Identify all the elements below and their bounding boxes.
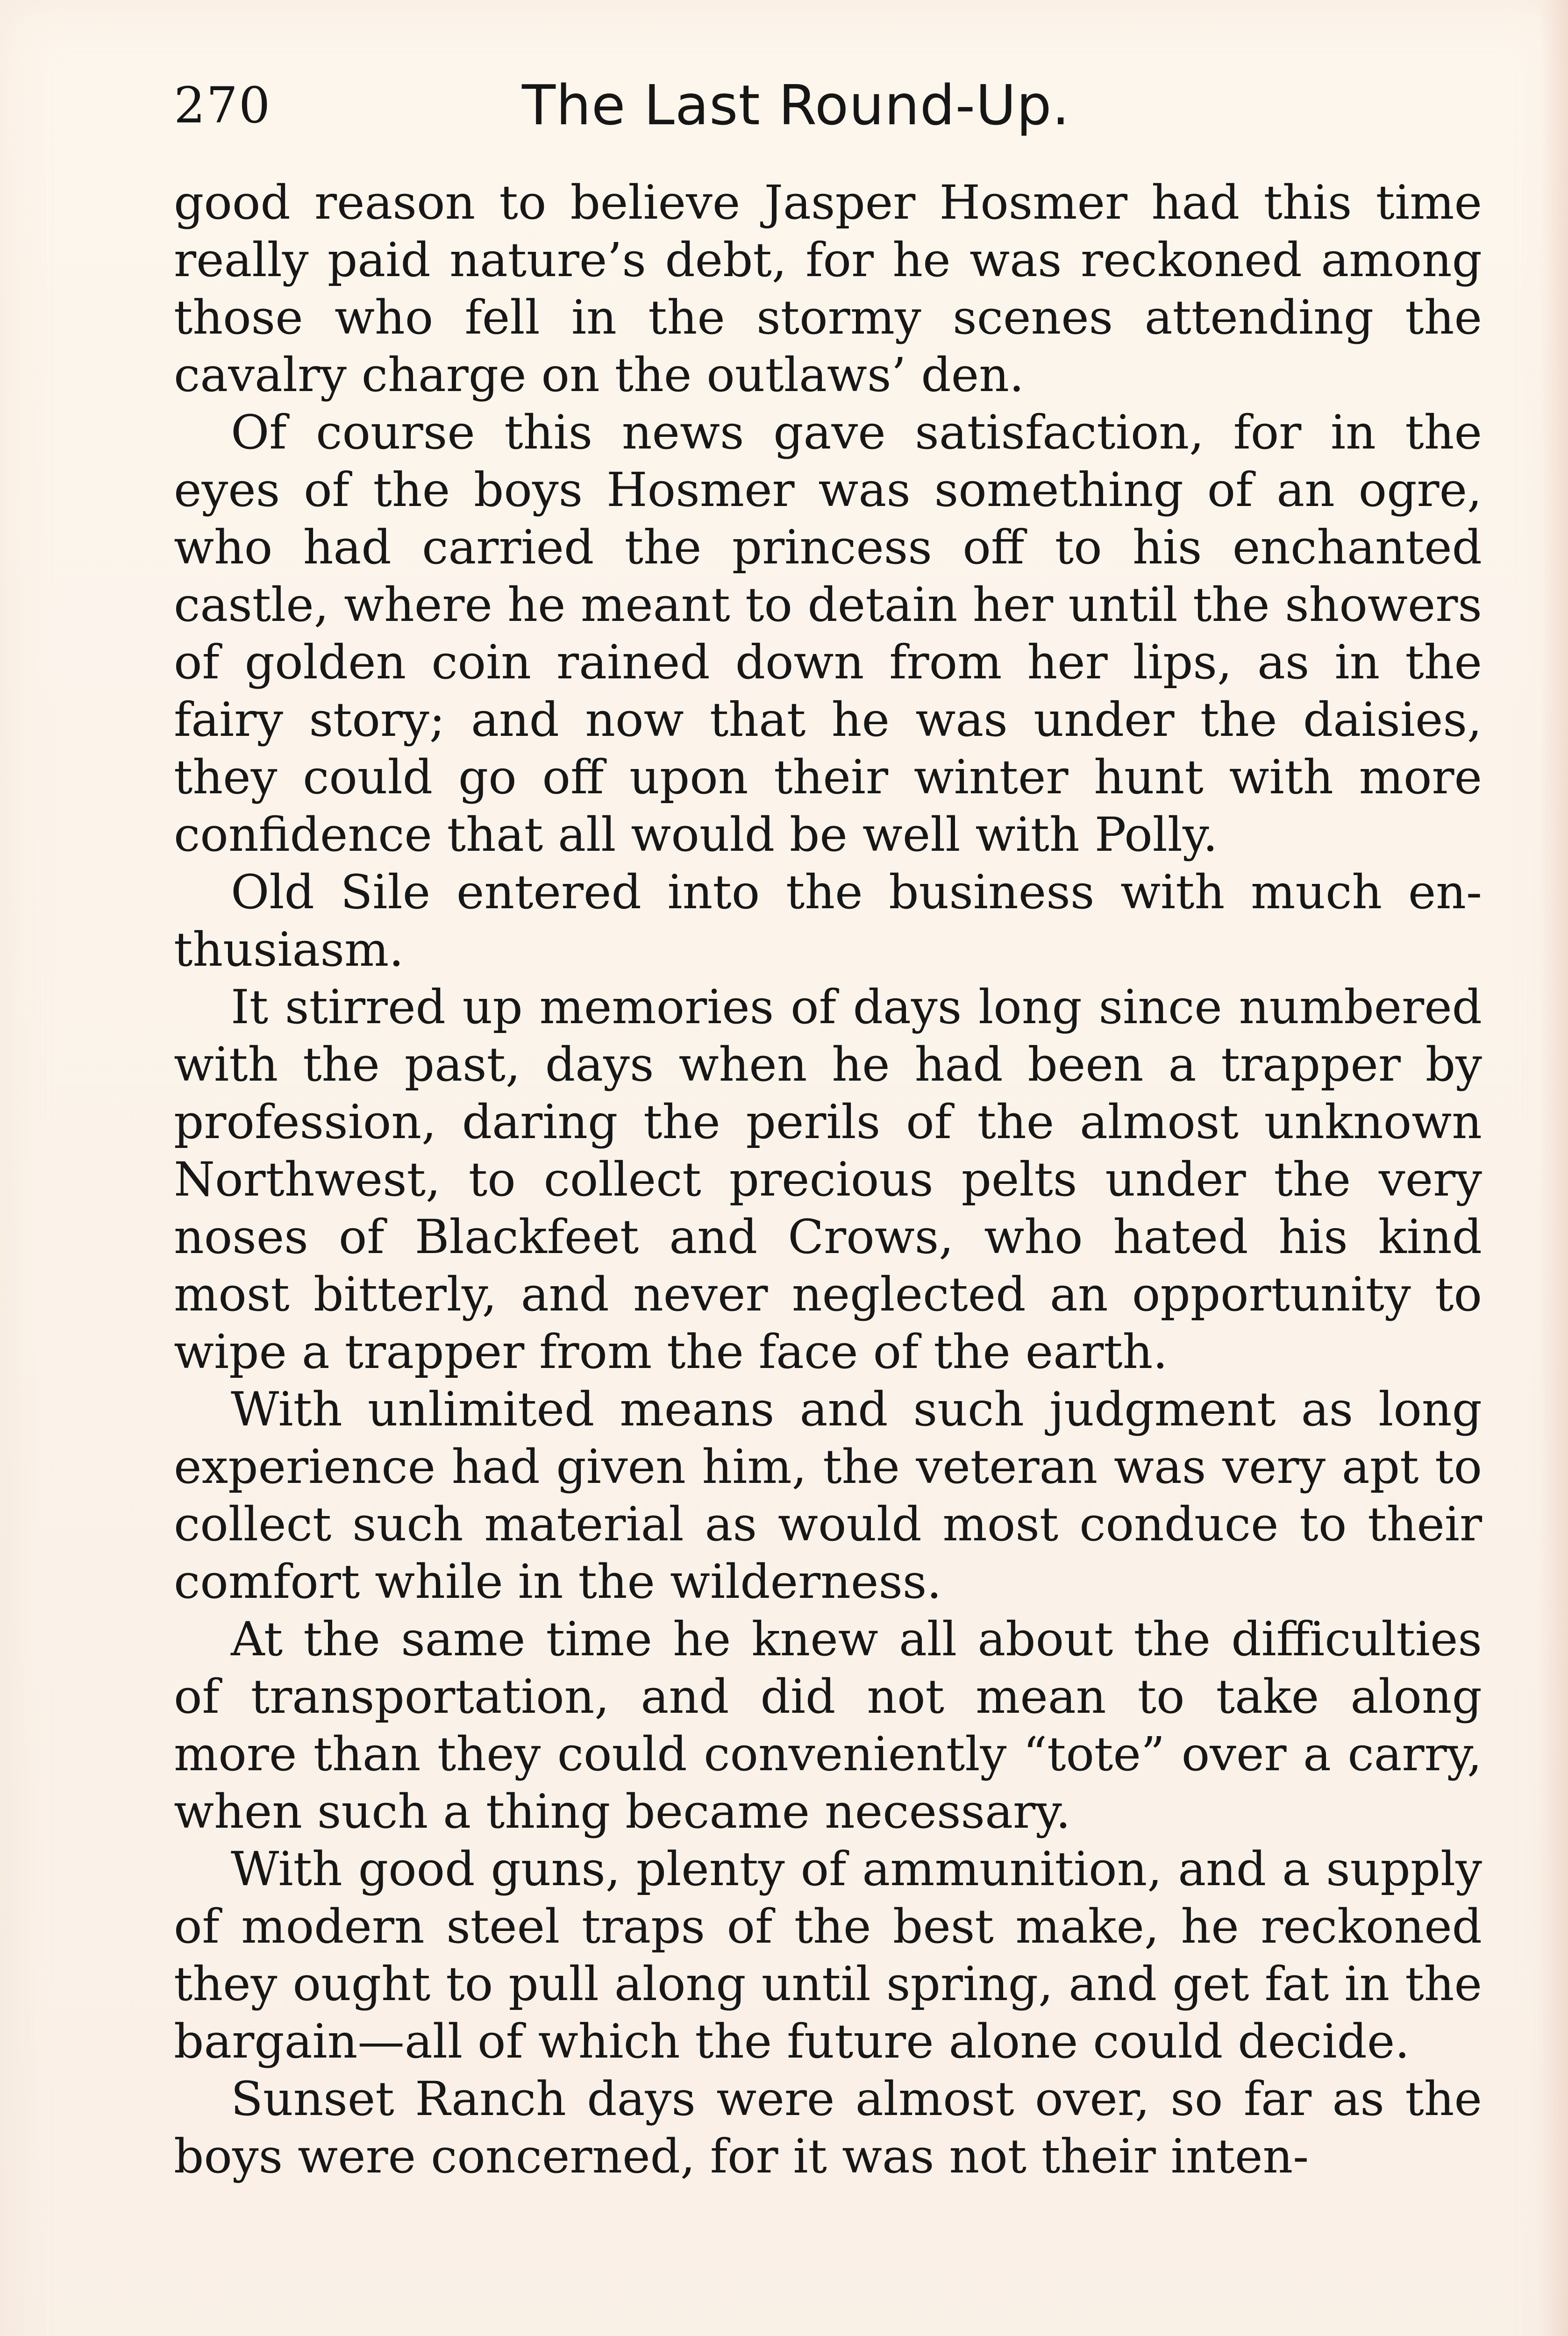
paragraph: Of course this news gave satisfaction, for in the eyes of the boys Hosmer was something of an ogre, who had carried the princess off to his enchanted castle, where he meant to detain her until the showers of golden coin rained down from her lips, as in the fairy story; and now that he was under the daisies, they could go off upon their winter hunt with more confidence that all would be well with Polly. bbox=[174, 405, 1482, 862]
running-header bbox=[174, 70, 1482, 145]
paragraph-last: Sunset Ranch days were almost over, so far as the boys were concerned, for it was not their inten- bbox=[174, 2072, 1482, 2184]
paragraph: With good guns, plenty of ammunition, and a supply of modern steel traps of the best make, he reckoned they ought to pull along until spring, and get fat in the bargain—all of which the future alone could decide. bbox=[174, 1842, 1482, 2069]
paragraph: With unlimited means and such judgment as long experience had given him, the veteran was very apt to collect such material as would most conduce to their comfort while in the wilderness. bbox=[174, 1382, 1482, 1609]
paragraph: It stirred up memories of days long since numbered with the past, days when he had been a trapper by profession, daring the perils of the almost unknown Northwest, to collect precious pelts under the very noses of Blackfeet and Crows, who hated his kind most bitterly, and never neglected an opportunity to wipe a trapper from the face of the earth. bbox=[174, 980, 1482, 1379]
paragraph: Old Sile entered into the business with much enthusiasm. bbox=[174, 865, 1482, 977]
body-text bbox=[174, 174, 1482, 2185]
paragraph: At the same time he knew all about the difficulties of transportation, and did not mean to take along more than they could conveniently “tote” over a carry, when such a thing became necessary. bbox=[174, 1612, 1482, 1839]
page-edge-shading bbox=[1540, 0, 1568, 2336]
paragraph-continued: good reason to believe Jasper Hosmer had this time really paid nature’s debt, for he was reckoned among those who fell in the stormy scenes attending the cavalry charge on the outlaws’ den. bbox=[174, 175, 1482, 402]
page-number: 270 bbox=[174, 77, 271, 134]
running-title: The Last Round-Up. bbox=[522, 73, 1070, 137]
